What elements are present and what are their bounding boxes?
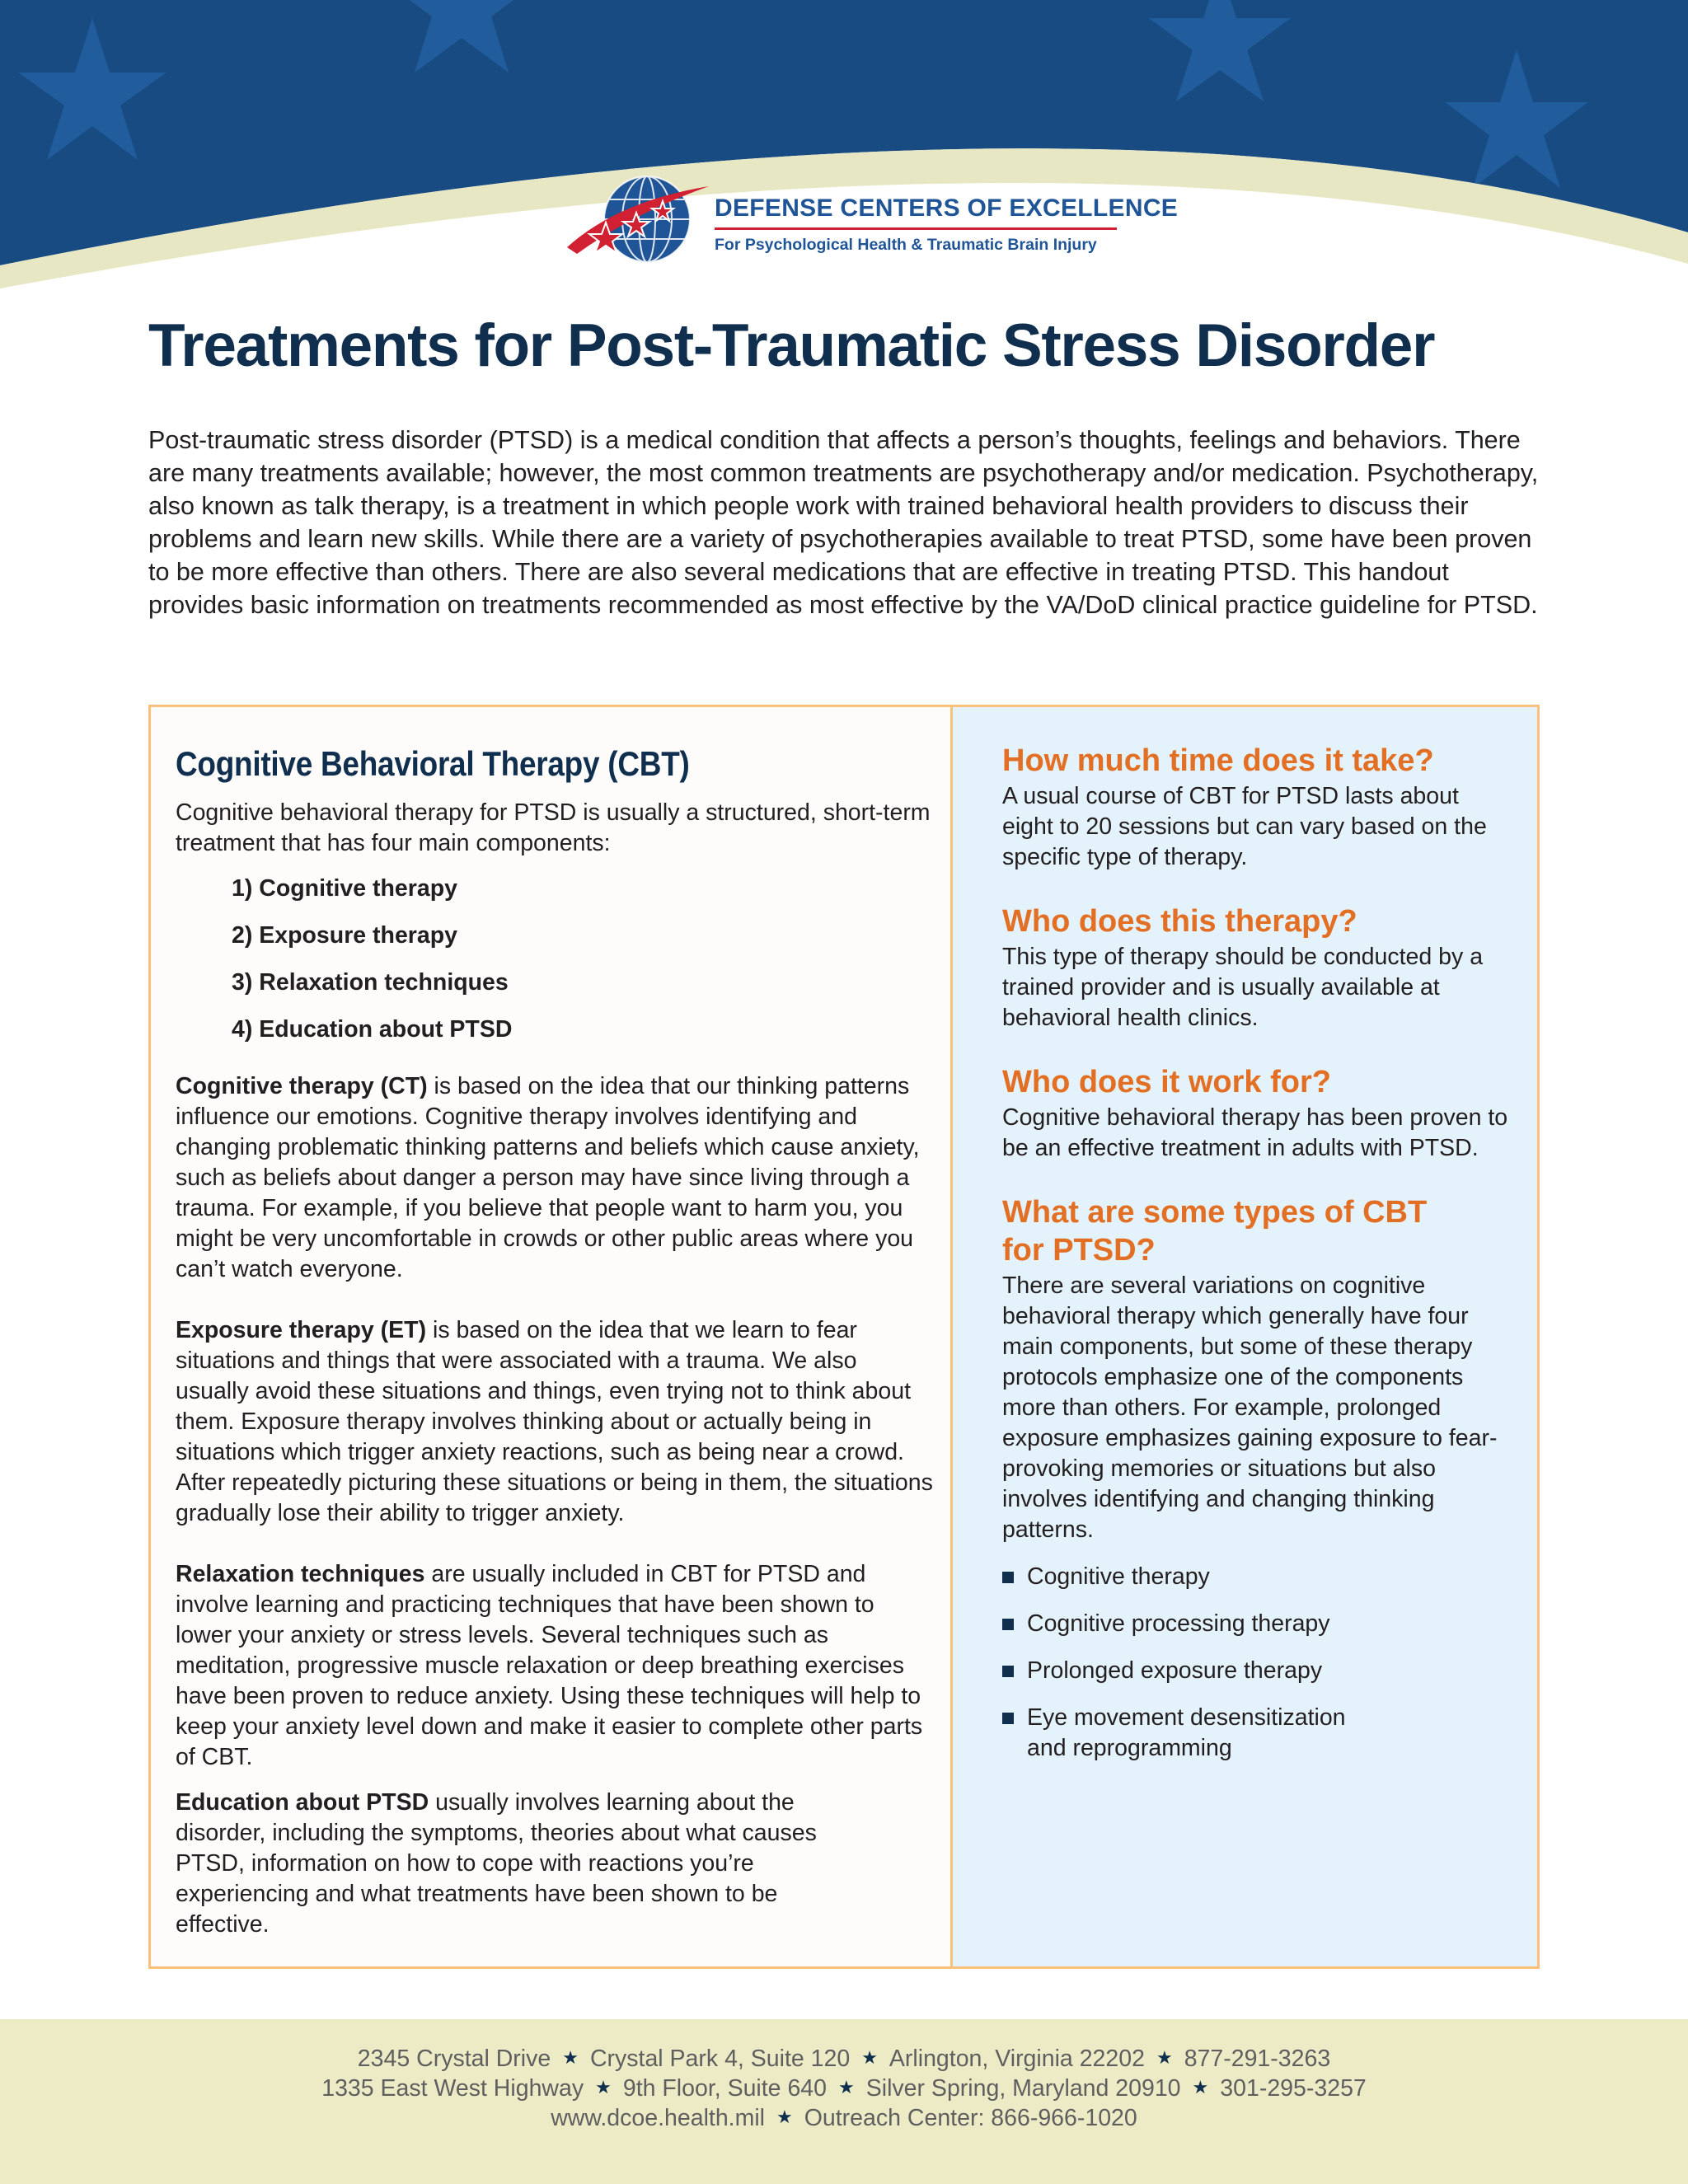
- star-icon: ★: [1192, 2077, 1209, 2097]
- list-item: 1) Cognitive therapy: [232, 875, 457, 902]
- outreach-center: Outreach Center: 866-966-1020: [804, 2105, 1137, 2131]
- logo-rule: [715, 227, 1117, 230]
- section-text: There are several variations on cognitive behavioral therapy which generally have four main components, but some of these therapy protocols emphasize one of the components more than others. For example, prolonged exposure emphasizes gaining exposure to fear-provoking memories or situations but also involves identifying and changing thinking patterns.: [1002, 1272, 1498, 1543]
- list-item: Cognitive therapy: [1002, 1562, 1513, 1592]
- section-text: A usual course of CBT for PTSD lasts about eight to 20 sessions but can vary based on the specific type of therapy.: [1002, 783, 1487, 870]
- et-text: is based on the idea that we learn to fear situations and things that were associated with a trauma. We also usually avoid these situations and things, even trying not to think about them. Exposure therapy involves thinking about or actually being in situations which trigger anxiety reactions, such as being near a crowd. After repeatedly picturing these situations or being in them, the situations gradually lose their ability to trigger anxiety.: [176, 1317, 933, 1526]
- star-icon: ★: [1156, 2047, 1173, 2068]
- footer-address-line: 1335 East West Highway ★ 9th Floor, Suite 640 ★ Silver Spring, Maryland 20910 ★ 301-295-3257: [321, 2075, 1367, 2102]
- cbt-types-list: [1002, 1562, 1513, 1764]
- cbt-column: [151, 707, 953, 1966]
- relaxation-text: are usually included in CBT for PTSD and involve learning and practicing techniques that have been shown to lower your anxiety or stress levels. Several techniques such as meditation, progressive muscle relaxation or deep breathing exercises have been proven to reduce anxiety. Using these techniques will help to keep your anxiety level down and make it easier to complete other parts of CBT.: [176, 1561, 923, 1770]
- ct-paragraph: [176, 1071, 934, 1285]
- cbt-heading: Cognitive Behavioral Therapy (CBT): [176, 744, 690, 783]
- org-subtitle: For Psychological Health & Traumatic Brain Injury: [715, 236, 1097, 254]
- sidebar-body: [1002, 742, 1513, 1780]
- relaxation-term: Relaxation techniques: [176, 1561, 425, 1587]
- sidebar-section: [1002, 742, 1513, 873]
- section-heading: Who does this therapy?: [1002, 904, 1357, 939]
- sidebar-section: [1002, 1193, 1513, 1545]
- list-item: 3) Relaxation techniques: [232, 969, 509, 996]
- section-text: Cognitive behavioral therapy has been proven to be an effective treatment in adults with PTSD.: [1002, 1104, 1508, 1161]
- org-name: DEFENSE CENTERS OF EXCELLENCE: [715, 194, 1179, 222]
- sidebar-section: [1002, 1063, 1513, 1164]
- list-item: 2) Exposure therapy: [232, 922, 458, 949]
- square-bullet-icon: [1002, 1619, 1014, 1630]
- ct-text: is based on the idea that our thinking patterns influence our emotions. Cognitive therapy involves identifying and changing problematic thinking patterns and beliefs which cause anxiety, such as beliefs about danger a person may have since living through a trauma. For example, if you believe that people want to harm you, you might be very uncomfortable in crowds or other public areas where you can’t watch everyone.: [176, 1073, 920, 1282]
- list-item: Eye movement desensitization and reprogramming: [1002, 1703, 1390, 1764]
- globe-logo-icon: [560, 168, 717, 275]
- intro-paragraph: Post-traumatic stress disorder (PTSD) is a medical condition that affects a person’s thoughts, feelings and behaviors. There are many treatments available; however, the most common treatments are psychotherapy and/or medication. Psychotherapy, also known as talk therapy, is a treatment in which people work with trained behavioral health providers to discuss their problems and learn new skills. While there are a variety of psychotherapies available to treat PTSD, some have been proven to be more effective than others. There are also several medications that are effective in treating PTSD. This handout provides basic information on treatments recommended as most effective by the VA/DoD clinical practice guideline for PTSD.: [148, 426, 1539, 619]
- education-term: Education about PTSD: [176, 1789, 429, 1816]
- cbt-lead: Cognitive behavioral therapy for PTSD is usually a structured, short-term treatment that has four main components:: [176, 799, 931, 856]
- component-list: [232, 874, 934, 1062]
- relaxation-paragraph: [176, 1559, 934, 1773]
- star-icon: ★: [595, 2077, 612, 2097]
- ct-term: Cognitive therapy (CT): [176, 1073, 428, 1099]
- et-paragraph: [176, 1315, 934, 1529]
- star-icon: ★: [562, 2047, 579, 2068]
- sidebar-section: [1002, 902, 1513, 1033]
- list-item: Cognitive processing therapy: [1002, 1609, 1513, 1639]
- star-icon: ★: [861, 2047, 878, 2068]
- list-item: Prolonged exposure therapy: [1002, 1656, 1513, 1686]
- et-term: Exposure therapy (ET): [176, 1317, 427, 1343]
- section-heading: Who does it work for?: [1002, 1065, 1331, 1099]
- website-link[interactable]: www.dcoe.health.mil: [551, 2105, 766, 2131]
- section-text: This type of therapy should be conducted by a trained provider and is usually available at behavioral health clinics.: [1002, 944, 1484, 1031]
- star-icon: ★: [838, 2077, 855, 2097]
- section-heading: How much time does it take?: [1002, 743, 1434, 778]
- section-heading: What are some types of CBT for PTSD?: [1002, 1195, 1428, 1268]
- logo-text: [715, 194, 1178, 255]
- treatment-panel: [148, 705, 1540, 1969]
- footer-address-line: 2345 Crystal Drive ★ Crystal Park 4, Suite 120 ★ Arlington, Virginia 22202 ★ 877-291-3263: [357, 2046, 1331, 2072]
- header-banner: [0, 0, 1688, 313]
- page-title: Treatments for Post-Traumatic Stress Disorder: [148, 312, 1435, 379]
- education-paragraph: [176, 1788, 827, 1940]
- footer: [0, 2019, 1688, 2184]
- phone-number: 301-295-3257: [1220, 2075, 1367, 2102]
- footer-contact-line: [0, 2105, 1688, 2132]
- star-icon: ★: [776, 2107, 793, 2127]
- list-item: 4) Education about PTSD: [232, 1016, 513, 1043]
- square-bullet-icon: [1002, 1666, 1014, 1677]
- square-bullet-icon: [1002, 1572, 1014, 1583]
- cbt-body: [176, 798, 934, 1940]
- square-bullet-icon: [1002, 1713, 1014, 1724]
- cbt-sidebar: [953, 707, 1537, 1966]
- banner-graphic: [0, 0, 1688, 313]
- education-text: usually involves learning about the disorder, including the symptoms, theories about what causes PTSD, information on how to cope with reactions you’re experiencing and what treatments have been shown to be effective.: [176, 1789, 817, 1938]
- phone-number: 877-291-3263: [1184, 2046, 1331, 2072]
